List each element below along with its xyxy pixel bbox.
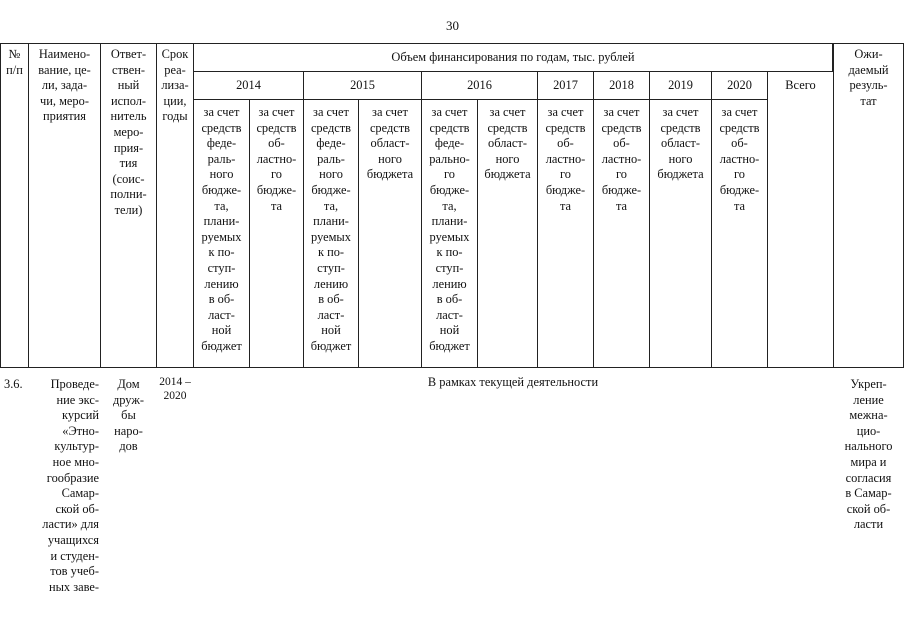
source-1-text: за счет средств феде- раль- ного бюдже- та, плани- руемых к по- ступ- лению в об- ласт- ной бюджет bbox=[201, 105, 242, 353]
year-2020-text: 2020 bbox=[727, 78, 752, 92]
row-funding: В рамках текущей деятельности bbox=[427, 375, 599, 389]
header-funding-title-text: Объем финансирования по годам, тыс. рублей bbox=[391, 50, 635, 64]
year-2016-text: 2016 bbox=[467, 78, 492, 92]
year-2014-text: 2014 bbox=[236, 78, 261, 92]
source-9-text: за счет средств област- ного бюджета bbox=[657, 105, 704, 182]
row-responsible: Дом друж- бы наро- дов bbox=[112, 377, 145, 454]
source-10-text: за счет средств об- ластно- го бюдже- та bbox=[719, 105, 760, 213]
source-4-text: за счет средств област- ного бюджета bbox=[366, 105, 414, 182]
header-result-text: Ожи- даемый резуль- тат bbox=[848, 47, 889, 108]
source-3-text: за счет средств феде- раль- ного бюдже- та, плани- руемых к по- ступ- лению в об- ласт- ной бюджет bbox=[310, 105, 352, 353]
table-header bbox=[4, 43, 904, 368]
header-name-text: Наимено- вание, це- ли, зада- чи, меро- приятия bbox=[38, 47, 91, 124]
source-2-text: за счет средств об- ластно- го бюдже- та bbox=[256, 105, 297, 213]
row-name: Проведе- ние экс- курсий «Этно- культур- ное мно- гообразие Самар- ской об- ласти» для учащихся и студен- тов учеб- ных заве- bbox=[42, 377, 99, 594]
year-2019-text: 2019 bbox=[668, 78, 693, 92]
row-result: Укреп- ление межна- цио- нального мира и согласия в Самар- ской об- ласти bbox=[844, 377, 893, 532]
year-2017-text: 2017 bbox=[553, 78, 578, 92]
header-period-text: Срок реа- лиза- ции, годы bbox=[161, 47, 189, 124]
header-cell-num bbox=[0, 43, 29, 368]
source-8-text: за счет средств об- ластно- го бюдже- та bbox=[601, 105, 642, 213]
header-num-text: № п/п bbox=[6, 47, 23, 77]
row-period: 2014 – 2020 bbox=[159, 376, 191, 402]
year-2015-text: 2015 bbox=[350, 78, 375, 92]
source-6-text: за счет средств област- ного бюджета bbox=[484, 105, 531, 182]
header-cell-total bbox=[767, 71, 834, 368]
row-num: 3.6. bbox=[4, 377, 23, 391]
header-responsible-text: Ответ- ствен- ный испол- нитель меро- прия- тия (соис- полни- тели) bbox=[110, 47, 147, 217]
total-text: Всего bbox=[785, 78, 816, 92]
page-number: 30 bbox=[446, 18, 459, 33]
year-2018-text: 2018 bbox=[609, 78, 634, 92]
source-5-text: за счет средств феде- рально- го бюдже- та, плани- руемых к по- ступ- лению в об- ласт- ной бюджет bbox=[429, 105, 470, 353]
source-7-text: за счет средств об- ластно- го бюдже- та bbox=[545, 105, 586, 213]
